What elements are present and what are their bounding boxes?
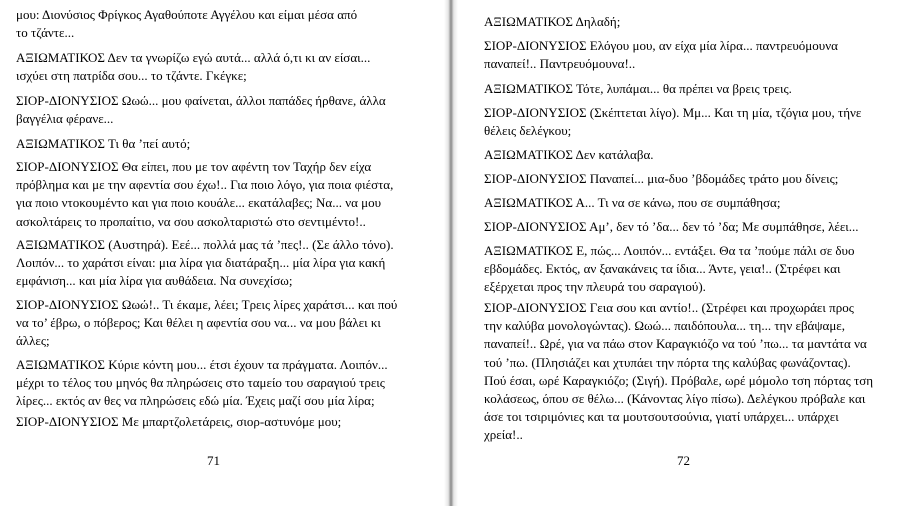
right-page — [458, 0, 901, 506]
paragraph — [16, 413, 341, 431]
text-line: την καλύβα μονολογώντας). Ωωώ... παιδόπουλα... τη... την εβάψαμε, — [484, 318, 845, 334]
text-line: ΑΞΙΩΜΑΤΙΚΟΣ Τι θα ’πεί αυτό; — [16, 136, 191, 151]
text-line: χρεία!.. — [484, 427, 523, 443]
text-line: ΣΙΟΡ-ΔΙΟΝΥΣΙΟΣ Θα είπει, που με τον αφέντη τον Ταχήρ δεν είχα — [16, 159, 372, 174]
text-line: ΣΙΟΡ-ΔΙΟΝΥΣΙΟΣ Ελόγου μου, αν είχα μία λίρα... παντρευόμουνα — [484, 38, 838, 53]
paragraph — [16, 92, 386, 128]
text-line: ΑΞΙΩΜΑΤΙΚΟΣ (Αυστηρά). Εεέ... πολλά μας τά ’πες!.. (Σε άλλο τόνο). — [16, 237, 394, 252]
text-line: το τζάντε... — [16, 25, 75, 41]
text-line: κολάσεως, όπου σε θέλω... (Κάνοντας λίγο πίσω). Δελέγκου πρόβαλε και — [484, 390, 866, 406]
paragraph — [16, 158, 393, 231]
text-line: για ποιο ντοκουμέντο και για ποιο κουάλε... εκατάλαβες; Να... να μου — [16, 195, 382, 211]
paragraph — [16, 356, 388, 411]
text-line: εμφάνιση... και μία λίρα για αυθάδεια. Να συνεχίσω; — [16, 273, 293, 289]
paragraph — [484, 218, 859, 236]
text-line: ΑΞΙΩΜΑΤΙΚΟΣ Τότε, λυπάμαι... θα πρέπει να βρεις τρεις. — [484, 81, 792, 96]
text-line: ισχύει στη πατρίδα σου... το τζάντε. Γκέγκε; — [16, 68, 247, 84]
text-line: Πού έσαι, ωρέ Καραγκιόζο; (Σιγή). Πρόβαλε, ωρέ μόμολο τση πόρτας τση — [484, 372, 874, 388]
text-line: λίρες... εκτός αν θες να πληρώσεις εδώ μία. Έχεις μαζί σου μία λίρα; — [16, 393, 375, 409]
paragraph — [16, 6, 357, 42]
text-line: βαγγέλια φέρανε... — [16, 111, 114, 127]
paragraph — [484, 80, 792, 98]
page-number: 71 — [207, 453, 220, 468]
paragraph — [484, 299, 873, 445]
text-line: ΣΙΟΡ-ΔΙΟΝΥΣΙΟΣ Ωωώ!.. Τι έκαμε, λέει; Τρεις λίρες χαράτσι... και πού — [16, 297, 398, 312]
paragraph — [16, 296, 397, 351]
paragraph — [484, 194, 780, 212]
text-line: Λοιπόν... το χαράτσι είναι: μια λίρα για διατάραξη... μία λίρα για κακή — [16, 255, 386, 271]
text-line: τού ’πω. (Πλησιάζει και χτυπάει την πόρτα της καλύβας φωνάζοντας). — [484, 354, 851, 370]
text-line: ασκολτάρεις το προπαίτιο, να σου ασκολταριστώ στο σεντιμέντο!.. — [16, 213, 366, 229]
text-line: μου: Διονύσιος Φρίγκος Αγαθούποτε Αγγέλου και είμαι μέσα από — [16, 7, 358, 22]
text-line: πρόβλημα και με την αφεντία σου έχω!.. Για ποιο λόγο, για ποια φιέστα, — [16, 177, 394, 193]
text-line: ΣΙΟΡ-ΔΙΟΝΥΣΙΟΣ Με μπαρτζολετάρεις, σιορ-αστυνόμε μου; — [16, 414, 342, 429]
text-line: παναπεί!.. Παντρευόμουνα!.. — [484, 56, 636, 72]
page-number: 72 — [677, 453, 690, 468]
paragraph — [484, 13, 620, 31]
text-line: ΣΙΟΡ-ΔΙΟΝΥΣΙΟΣ (Σκέπτεται λίγο). Μμ... Και τη μία, τζόγια μου, τήνε — [484, 105, 862, 120]
text-line: ΑΞΙΩΜΑΤΙΚΟΣ Ε, πώς... Λοιπόν... εντάξει. Θα τα ’πούμε πάλι σε δυο — [484, 243, 855, 258]
text-line: ΑΞΙΩΜΑΤΙΚΟΣ Κύριε κόντη μου... έτσι έχουν τα πράγματα. Λοιπόν... — [16, 357, 388, 372]
paragraph — [484, 37, 838, 73]
text-line: εξέρχεται προς την πλευρά του σαραγιού). — [484, 279, 706, 295]
text-line: ΑΞΙΩΜΑΤΙΚΟΣ Δεν κατάλαβα. — [484, 147, 654, 162]
text-line: ΣΙΟΡ-ΔΙΟΝΥΣΙΟΣ Παναπεί... μια-δυο ’βδομάδες τράτο μου δίνεις; — [484, 171, 839, 186]
paragraph — [16, 49, 370, 85]
text-line: ΑΞΙΩΜΑΤΙΚΟΣ Α... Τι να σε κάνω, που σε συμπάθησα; — [484, 195, 781, 210]
text-line: ΑΞΙΩΜΑΤΙΚΟΣ Δηλαδή; — [484, 14, 621, 29]
paragraph — [484, 146, 654, 164]
paragraph — [484, 170, 838, 188]
paragraph — [484, 242, 855, 297]
text-line: μέχρι το τέλος του μηνός θα πληρώσεις στο ταμείο του σαραγιού τρεις — [16, 375, 385, 391]
text-line: άλλες; — [16, 333, 50, 349]
paragraph — [16, 236, 394, 291]
text-line: εβδομάδες. Εκτός, αν ξανακάνεις τα ίδια... Άντε, γεια!.. (Στρέφει και — [484, 261, 841, 277]
left-page — [0, 0, 444, 506]
text-line: άσε τοι τσιριμόνιες και τα μουτσουτσούνια, γιατί υπάρχει... υπάρχει — [484, 409, 839, 425]
text-line: ΣΙΟΡ-ΔΙΟΝΥΣΙΟΣ Αμ’, δεν τό ’δα... δεν τό ’δα; Με συμπάθησε, λέει... — [484, 219, 859, 234]
text-line: ΑΞΙΩΜΑΤΙΚΟΣ Δεν τα γνωρίζω εγώ αυτά... αλλά ό,τι κι αν είσαι... — [16, 50, 371, 65]
book-gutter — [444, 0, 458, 506]
text-line: θέλεις δελέγκου; — [484, 123, 572, 139]
text-line: να το’ έβρω, ο πόβερος; Και θέλει η αφεντία σου να... να μου βάλει κι — [16, 315, 381, 331]
paragraph — [484, 104, 861, 140]
text-line: παναπεί!.. Ωρέ, για να πάω στον Καραγκιόζο να τού ’πω... τα μαντάτα να — [484, 336, 867, 352]
text-line: ΣΙΟΡ-ΔΙΟΝΥΣΙΟΣ Γεια σου και αντίο!.. (Στρέφει και προχωράει προς — [484, 300, 854, 315]
text-line: ΣΙΟΡ-ΔΙΟΝΥΣΙΟΣ Ωωώ... μου φαίνεται, άλλοι παπάδες ήρθανε, άλλα — [16, 93, 386, 108]
paragraph — [16, 135, 190, 153]
